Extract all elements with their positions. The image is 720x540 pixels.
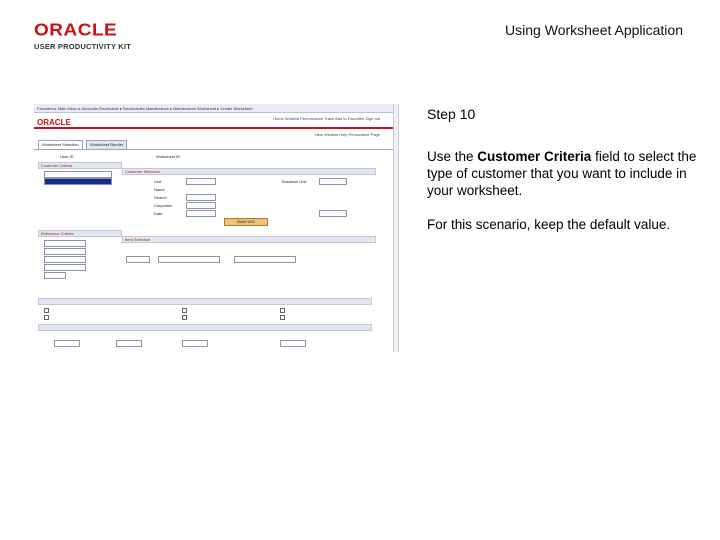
aging-input-2[interactable]	[116, 340, 142, 347]
aging-input-4[interactable]	[280, 340, 306, 347]
application-screenshot	[34, 104, 399, 352]
oracle-upk-logo	[34, 22, 131, 51]
date-input[interactable]	[186, 210, 216, 217]
step-title: Step 10	[427, 106, 476, 122]
business-unit-label: Business Unit	[282, 179, 307, 184]
instruction-pre: Use the	[427, 149, 478, 164]
breadcrumb-bar	[34, 104, 398, 113]
search-input[interactable]	[186, 194, 216, 201]
page-links: New Window Help Personalize Page	[314, 132, 380, 137]
step-instructions	[427, 148, 697, 250]
aging-input-1[interactable]	[54, 340, 80, 347]
instruction-text	[427, 148, 697, 199]
item-input-3[interactable]	[234, 256, 296, 263]
option-checkbox-1[interactable]	[44, 308, 49, 313]
tab-worksheet-selection[interactable]: Worksheet Selection	[38, 140, 83, 150]
customer-criteria-section: Customer Criteria	[38, 162, 122, 169]
page-title: Using Worksheet Application	[505, 22, 683, 38]
reference-input-3[interactable]	[44, 264, 86, 271]
option-checkbox-6[interactable]	[280, 315, 285, 320]
item-input-2[interactable]	[158, 256, 220, 263]
field-label: Search	[154, 195, 167, 200]
oracle-logo: ORACLE	[34, 21, 118, 40]
option-checkbox-2[interactable]	[44, 315, 49, 320]
item-input-1[interactable]	[126, 256, 150, 263]
field-label: Unit	[154, 179, 162, 184]
reference-input-4[interactable]	[44, 272, 66, 279]
field-label: Corporate	[154, 203, 172, 208]
instruction-post: field to select the type of customer that you want to include in your worksheet.	[427, 149, 697, 198]
field-label: Date	[154, 211, 163, 216]
customer-selection-section: Customer Selection	[122, 168, 376, 175]
option-checkbox-5[interactable]	[280, 308, 285, 313]
reference-input-1[interactable]	[44, 248, 86, 255]
instruction-field-name: Customer Criteria	[477, 149, 592, 164]
option-checkbox-3[interactable]	[182, 308, 187, 313]
header-divider	[34, 127, 398, 129]
upk-subtitle: USER PRODUCTIVITY KIT	[34, 42, 131, 51]
as-of-date-input[interactable]	[319, 210, 347, 217]
scenario-note: For this scenario, keep the default value.	[427, 217, 671, 232]
vertical-scrollbar[interactable]	[393, 104, 398, 352]
options-section	[38, 298, 372, 305]
aging-input-3[interactable]	[182, 340, 208, 347]
user-id-label: User ID	[60, 154, 74, 159]
reference-criteria-section: Reference Criteria	[38, 230, 122, 237]
aging-section	[38, 324, 372, 331]
tab-worksheet-render[interactable]: Worksheet Render	[86, 140, 127, 150]
reference-dropdown[interactable]	[44, 240, 86, 247]
item-selection-section: Item Selection	[122, 236, 376, 243]
reference-input-2[interactable]	[44, 256, 86, 263]
option-checkbox-4[interactable]	[182, 315, 187, 320]
customer-criteria-dropdown[interactable]	[44, 178, 112, 185]
tab-divider	[34, 149, 396, 150]
breadcrumb: Favorites ▸ Main Menu ▸ Accounts Receivable ▸ Receivables Maintenance ▸ Maintenance Worksheet ▸ Create Worksheet	[37, 106, 253, 111]
worksheet-id-label: Worksheet ID	[156, 154, 181, 159]
unit-input[interactable]	[186, 178, 216, 185]
corporate-input[interactable]	[186, 202, 216, 209]
build-worksheet-button[interactable]: Build W/S	[224, 218, 268, 226]
top-links: Home Worklist Performance Trace Add to Favorites Sign out	[273, 116, 380, 121]
field-label: Name	[154, 187, 165, 192]
app-oracle-logo: ORACLE	[37, 118, 71, 127]
customer-criteria-dropdown-label	[44, 171, 112, 178]
business-unit-input[interactable]	[319, 178, 347, 185]
